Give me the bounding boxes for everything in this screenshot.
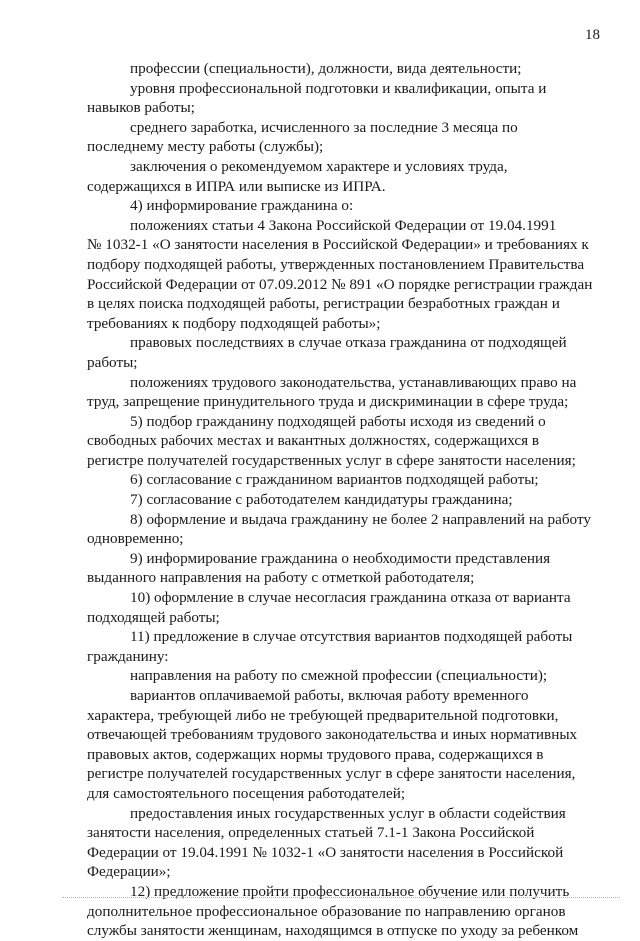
paragraph: 8) оформление и выдача гражданину не более 2 направлений на работу одновременно;: [87, 510, 591, 548]
paragraph: среднего заработка, исчисленного за последние 3 месяца по последнему месту работы (службы);: [87, 118, 518, 156]
paragraph: 6) согласование с гражданином вариантов подходящей работы;: [130, 471, 539, 489]
document-body: [87, 59, 597, 941]
paragraph: 11) предложение в случае отсутствия вариантов подходящей работы гражданину:: [87, 628, 573, 665]
paragraph: 5) подбор гражданину подходящей работы исходя из сведений о свободных рабочих местах и вакантных должностях, содержащихся в регистре получателей государственных услуг в сфере занятости населения;: [87, 412, 576, 469]
paragraph: направления на работу по смежной профессии (специальности);: [130, 667, 548, 685]
page-bottom-rule: [62, 897, 620, 898]
paragraph: 7) согласование с работодателем кандидатуры гражданина;: [130, 491, 513, 509]
paragraph: 12) предложение пройти профессиональное обучение или получить дополнительное профессиональное образование по направлению органов службы занятости женщинам, находящимся в отпуске по уходу за ребенком: [87, 882, 579, 940]
paragraph: 4) информирование гражданина о:: [130, 197, 354, 215]
paragraph: положениях трудового законодательства, устанавливающих право на труд, запрещение принудительного труда и дискриминации в сфере труда;: [87, 373, 577, 411]
paragraph: 10) оформление в случае несогласия гражданина отказа от варианта подходящей работы;: [87, 589, 571, 626]
paragraph: заключения о рекомендуемом характере и условиях труда, содержащихся в ИПРА или выписке из ИПРА.: [87, 157, 508, 195]
paragraph: правовых последствиях в случае отказа гражданина от подходящей работы;: [87, 334, 567, 371]
paragraph: вариантов оплачиваемой работы, включая работу временного характера, требующей либо не требующей предварительной подготовки, отвечающей требованиям трудового законодательства и иных нормативных правовых актов, содержащих нормы трудового права, содержащихся в регистре получателей государственных услуг в сфере занятости населения, для самостоятельного посещения работодателей;: [87, 687, 578, 802]
paragraph: 9) информирование гражданина о необходимости представления выданного направления на работу с отметкой работодателя;: [87, 549, 551, 587]
paragraph: уровня профессиональной подготовки и квалификации, опыта и навыков работы;: [87, 79, 547, 117]
paragraph: положениях статьи 4 Закона Российской Федерации от 19.04.1991 № 1032-1 «О занятости населения в Российской Федерации» и требованиях к подбору подходящей работы, утвержденных постановлением Правительства Российской Федерации от 07.09.2012 № 891 «О порядке регистрации граждан в целях поиска подходящей работы, регистрации безработных граждан и требованиях к подбору подходящей работы»;: [87, 216, 593, 332]
page-number: 18: [585, 27, 600, 43]
paragraph: предоставления иных государственных услуг в области содействия занятости населения, определенных статьей 7.1-1 Закона Российской Федерации от 19.04.1991 № 1032-1 «О занятости населения в Российской Федерации»;: [87, 804, 566, 881]
paragraph: профессии (специальности), должности, вида деятельности;: [130, 60, 522, 77]
